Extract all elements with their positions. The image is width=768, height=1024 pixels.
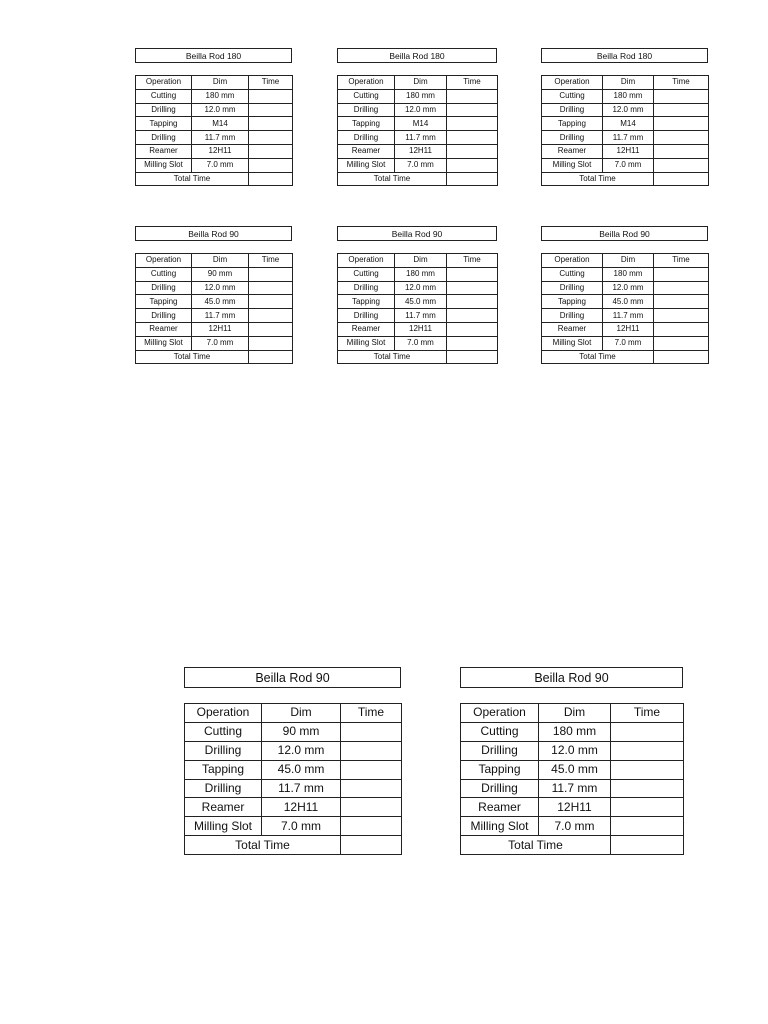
dim-cell: 45.0 mm <box>603 295 654 309</box>
dim-cell: 7.0 mm <box>395 158 447 172</box>
operation-cell: Drilling <box>542 103 603 117</box>
table-row <box>542 309 709 323</box>
table-row <box>338 322 498 336</box>
dim-cell: 11.7 mm <box>539 779 611 798</box>
table-row <box>542 336 709 350</box>
dim-cell: 7.0 mm <box>192 336 249 350</box>
operations-table <box>460 703 684 855</box>
operation-cell: Drilling <box>461 779 539 798</box>
table-row <box>542 89 709 103</box>
card-title: Beilla Rod 90 <box>135 226 292 241</box>
total-time-value <box>654 172 709 186</box>
operations-table <box>337 253 498 364</box>
table-row <box>185 779 402 798</box>
card-title: Beilla Rod 90 <box>460 667 683 688</box>
time-cell <box>249 158 293 172</box>
header-dim: Dim <box>539 704 611 723</box>
table-row <box>136 281 293 295</box>
table-row <box>338 103 498 117</box>
operation-cell: Milling Slot <box>136 158 192 172</box>
dim-cell: 180 mm <box>192 89 249 103</box>
dim-cell: 7.0 mm <box>262 817 341 836</box>
dim-cell: 12H11 <box>603 144 654 158</box>
card-title: Beilla Rod 90 <box>184 667 401 688</box>
table-row <box>136 309 293 323</box>
time-cell <box>447 336 498 350</box>
card-title: Beilla Rod 180 <box>135 48 292 63</box>
dim-cell: M14 <box>192 117 249 131</box>
table-header-row <box>136 254 293 268</box>
header-dim: Dim <box>603 254 654 268</box>
total-time-value <box>249 172 293 186</box>
dim-cell: 7.0 mm <box>603 158 654 172</box>
header-time: Time <box>249 76 293 90</box>
table-row <box>136 117 293 131</box>
table-header-row <box>338 76 498 90</box>
dim-cell: 11.7 mm <box>192 309 249 323</box>
table-row <box>136 322 293 336</box>
time-cell <box>341 760 402 779</box>
dim-cell: 11.7 mm <box>603 131 654 145</box>
total-row <box>338 172 498 186</box>
total-row <box>542 172 709 186</box>
table-header-row <box>542 76 709 90</box>
total-row <box>136 172 293 186</box>
time-cell <box>654 144 709 158</box>
table-row <box>338 158 498 172</box>
operation-cell: Drilling <box>338 309 395 323</box>
dim-cell: 45.0 mm <box>395 295 447 309</box>
time-cell <box>249 131 293 145</box>
table-row <box>338 131 498 145</box>
time-cell <box>447 295 498 309</box>
operation-cell: Reamer <box>461 798 539 817</box>
table-row <box>136 267 293 281</box>
operation-cell: Drilling <box>136 281 192 295</box>
time-cell <box>611 760 684 779</box>
operation-cell: Tapping <box>136 117 192 131</box>
table-header-row <box>542 254 709 268</box>
rod-card <box>337 226 497 361</box>
header-dim: Dim <box>395 76 447 90</box>
table-row <box>338 336 498 350</box>
table-row <box>338 117 498 131</box>
dim-cell: 180 mm <box>603 267 654 281</box>
time-cell <box>447 117 498 131</box>
time-cell <box>249 281 293 295</box>
table-row <box>338 267 498 281</box>
operation-cell: Tapping <box>338 117 395 131</box>
rod-card <box>460 667 683 852</box>
operation-cell: Reamer <box>136 144 192 158</box>
dim-cell: 12.0 mm <box>603 281 654 295</box>
operations-table <box>337 75 498 186</box>
rod-card <box>541 48 708 183</box>
operations-table <box>541 253 709 364</box>
table-header-row <box>136 76 293 90</box>
total-row <box>461 836 684 855</box>
card-title: Beilla Rod 180 <box>337 48 497 63</box>
table-row <box>185 760 402 779</box>
header-time: Time <box>447 254 498 268</box>
dim-cell: 11.7 mm <box>603 309 654 323</box>
dim-cell: 45.0 mm <box>192 295 249 309</box>
table-row <box>185 798 402 817</box>
table-row <box>136 89 293 103</box>
operation-cell: Cutting <box>542 89 603 103</box>
time-cell <box>447 131 498 145</box>
operation-cell: Cutting <box>542 267 603 281</box>
time-cell <box>341 722 402 741</box>
operation-cell: Drilling <box>542 131 603 145</box>
dim-cell: 180 mm <box>395 89 447 103</box>
header-time: Time <box>249 254 293 268</box>
total-time-label: Total Time <box>338 172 447 186</box>
dim-cell: 12H11 <box>539 798 611 817</box>
header-time: Time <box>654 254 709 268</box>
operation-cell: Cutting <box>338 89 395 103</box>
rod-card <box>135 226 292 361</box>
table-row <box>461 798 684 817</box>
table-row <box>461 741 684 760</box>
table-row <box>461 817 684 836</box>
operation-cell: Cutting <box>136 89 192 103</box>
operation-cell: Reamer <box>542 144 603 158</box>
operation-cell: Drilling <box>542 281 603 295</box>
operation-cell: Milling Slot <box>136 336 192 350</box>
header-time: Time <box>447 76 498 90</box>
operation-cell: Tapping <box>461 760 539 779</box>
dim-cell: 12H11 <box>395 144 447 158</box>
time-cell <box>341 798 402 817</box>
table-row <box>136 158 293 172</box>
operation-cell: Milling Slot <box>185 817 262 836</box>
time-cell <box>447 103 498 117</box>
time-cell <box>611 817 684 836</box>
time-cell <box>249 267 293 281</box>
table-row <box>338 89 498 103</box>
dim-cell: 11.7 mm <box>395 309 447 323</box>
operation-cell: Drilling <box>338 131 395 145</box>
total-time-value <box>611 836 684 855</box>
total-time-value <box>447 172 498 186</box>
table-row <box>136 131 293 145</box>
table-row <box>542 158 709 172</box>
card-title: Beilla Rod 90 <box>337 226 497 241</box>
dim-cell: 12H11 <box>262 798 341 817</box>
dim-cell: 90 mm <box>192 267 249 281</box>
rod-card <box>337 48 497 183</box>
operation-cell: Drilling <box>542 309 603 323</box>
total-time-value <box>249 350 293 364</box>
table-row <box>542 117 709 131</box>
operation-cell: Tapping <box>136 295 192 309</box>
card-title: Beilla Rod 90 <box>541 226 708 241</box>
time-cell <box>654 267 709 281</box>
total-time-value <box>654 350 709 364</box>
operation-cell: Drilling <box>185 741 262 760</box>
time-cell <box>447 144 498 158</box>
time-cell <box>654 103 709 117</box>
table-row <box>338 309 498 323</box>
time-cell <box>654 295 709 309</box>
dim-cell: M14 <box>603 117 654 131</box>
table-row <box>542 295 709 309</box>
table-row <box>338 295 498 309</box>
dim-cell: 90 mm <box>262 722 341 741</box>
table-row <box>542 131 709 145</box>
rod-card <box>184 667 401 852</box>
dim-cell: 12H11 <box>192 322 249 336</box>
time-cell <box>447 309 498 323</box>
operations-table <box>135 253 293 364</box>
header-operation: Operation <box>185 704 262 723</box>
operation-cell: Milling Slot <box>338 336 395 350</box>
total-time-label: Total Time <box>542 350 654 364</box>
time-cell <box>654 117 709 131</box>
dim-cell: 180 mm <box>539 722 611 741</box>
operation-cell: Milling Slot <box>338 158 395 172</box>
time-cell <box>447 267 498 281</box>
operation-cell: Cutting <box>185 722 262 741</box>
time-cell <box>611 779 684 798</box>
time-cell <box>654 336 709 350</box>
header-dim: Dim <box>603 76 654 90</box>
time-cell <box>654 131 709 145</box>
table-row <box>461 779 684 798</box>
time-cell <box>654 89 709 103</box>
operation-cell: Reamer <box>185 798 262 817</box>
time-cell <box>249 144 293 158</box>
header-operation: Operation <box>338 76 395 90</box>
header-operation: Operation <box>542 254 603 268</box>
table-header-row <box>338 254 498 268</box>
operation-cell: Tapping <box>338 295 395 309</box>
dim-cell: 12.0 mm <box>539 741 611 760</box>
header-operation: Operation <box>338 254 395 268</box>
time-cell <box>341 741 402 760</box>
header-dim: Dim <box>262 704 341 723</box>
table-row <box>136 103 293 117</box>
table-row <box>136 295 293 309</box>
operation-cell: Milling Slot <box>542 336 603 350</box>
table-row <box>185 722 402 741</box>
table-row <box>185 741 402 760</box>
time-cell <box>611 722 684 741</box>
table-row <box>542 322 709 336</box>
total-time-value <box>447 350 498 364</box>
total-time-label: Total Time <box>136 172 249 186</box>
operation-cell: Reamer <box>542 322 603 336</box>
dim-cell: 45.0 mm <box>262 760 341 779</box>
total-time-label: Total Time <box>542 172 654 186</box>
total-time-label: Total Time <box>338 350 447 364</box>
operation-cell: Reamer <box>338 144 395 158</box>
time-cell <box>654 281 709 295</box>
time-cell <box>249 117 293 131</box>
dim-cell: 11.7 mm <box>262 779 341 798</box>
operation-cell: Tapping <box>542 295 603 309</box>
header-time: Time <box>654 76 709 90</box>
operation-cell: Cutting <box>461 722 539 741</box>
table-row <box>136 144 293 158</box>
dim-cell: 12.0 mm <box>262 741 341 760</box>
time-cell <box>249 309 293 323</box>
dim-cell: 7.0 mm <box>603 336 654 350</box>
operation-cell: Drilling <box>136 103 192 117</box>
operation-cell: Drilling <box>461 741 539 760</box>
operation-cell: Milling Slot <box>461 817 539 836</box>
operation-cell: Reamer <box>136 322 192 336</box>
time-cell <box>447 281 498 295</box>
time-cell <box>249 103 293 117</box>
header-operation: Operation <box>136 76 192 90</box>
time-cell <box>611 798 684 817</box>
time-cell <box>654 322 709 336</box>
dim-cell: 11.7 mm <box>192 131 249 145</box>
header-dim: Dim <box>192 254 249 268</box>
time-cell <box>249 322 293 336</box>
header-operation: Operation <box>542 76 603 90</box>
operation-cell: Tapping <box>185 760 262 779</box>
table-row <box>338 281 498 295</box>
header-operation: Operation <box>461 704 539 723</box>
operation-cell: Milling Slot <box>542 158 603 172</box>
operation-cell: Cutting <box>338 267 395 281</box>
total-row <box>136 350 293 364</box>
time-cell <box>249 89 293 103</box>
table-row <box>542 267 709 281</box>
time-cell <box>611 741 684 760</box>
table-header-row <box>185 704 402 723</box>
operations-table <box>135 75 293 186</box>
dim-cell: 180 mm <box>603 89 654 103</box>
total-time-value <box>341 836 402 855</box>
operation-cell: Drilling <box>185 779 262 798</box>
table-row <box>542 281 709 295</box>
header-dim: Dim <box>395 254 447 268</box>
operation-cell: Drilling <box>136 309 192 323</box>
total-time-label: Total Time <box>461 836 611 855</box>
operation-cell: Tapping <box>542 117 603 131</box>
total-row <box>542 350 709 364</box>
table-row <box>461 722 684 741</box>
time-cell <box>654 158 709 172</box>
operation-cell: Drilling <box>338 281 395 295</box>
dim-cell: 180 mm <box>395 267 447 281</box>
total-time-label: Total Time <box>136 350 249 364</box>
time-cell <box>249 295 293 309</box>
table-row <box>338 144 498 158</box>
card-title: Beilla Rod 180 <box>541 48 708 63</box>
header-operation: Operation <box>136 254 192 268</box>
table-row <box>185 817 402 836</box>
table-row <box>542 144 709 158</box>
dim-cell: 12H11 <box>192 144 249 158</box>
operations-table <box>541 75 709 186</box>
dim-cell: 12H11 <box>603 322 654 336</box>
time-cell <box>249 336 293 350</box>
table-row <box>542 103 709 117</box>
dim-cell: 11.7 mm <box>395 131 447 145</box>
dim-cell: 45.0 mm <box>539 760 611 779</box>
time-cell <box>447 89 498 103</box>
operation-cell: Reamer <box>338 322 395 336</box>
dim-cell: 12.0 mm <box>192 281 249 295</box>
table-row <box>461 760 684 779</box>
total-row <box>185 836 402 855</box>
time-cell <box>341 779 402 798</box>
dim-cell: 12.0 mm <box>395 103 447 117</box>
header-dim: Dim <box>192 76 249 90</box>
dim-cell: 7.0 mm <box>395 336 447 350</box>
time-cell <box>341 817 402 836</box>
dim-cell: 7.0 mm <box>192 158 249 172</box>
dim-cell: 12.0 mm <box>603 103 654 117</box>
table-row <box>136 336 293 350</box>
total-row <box>338 350 498 364</box>
dim-cell: 12.0 mm <box>395 281 447 295</box>
total-time-label: Total Time <box>185 836 341 855</box>
dim-cell: 12.0 mm <box>192 103 249 117</box>
header-time: Time <box>611 704 684 723</box>
header-time: Time <box>341 704 402 723</box>
time-cell <box>447 158 498 172</box>
table-header-row <box>461 704 684 723</box>
operation-cell: Drilling <box>136 131 192 145</box>
time-cell <box>447 322 498 336</box>
dim-cell: 12H11 <box>395 322 447 336</box>
operation-cell: Cutting <box>136 267 192 281</box>
operations-table <box>184 703 402 855</box>
dim-cell: 7.0 mm <box>539 817 611 836</box>
time-cell <box>654 309 709 323</box>
rod-card <box>541 226 708 361</box>
operation-cell: Drilling <box>338 103 395 117</box>
dim-cell: M14 <box>395 117 447 131</box>
rod-card <box>135 48 292 183</box>
